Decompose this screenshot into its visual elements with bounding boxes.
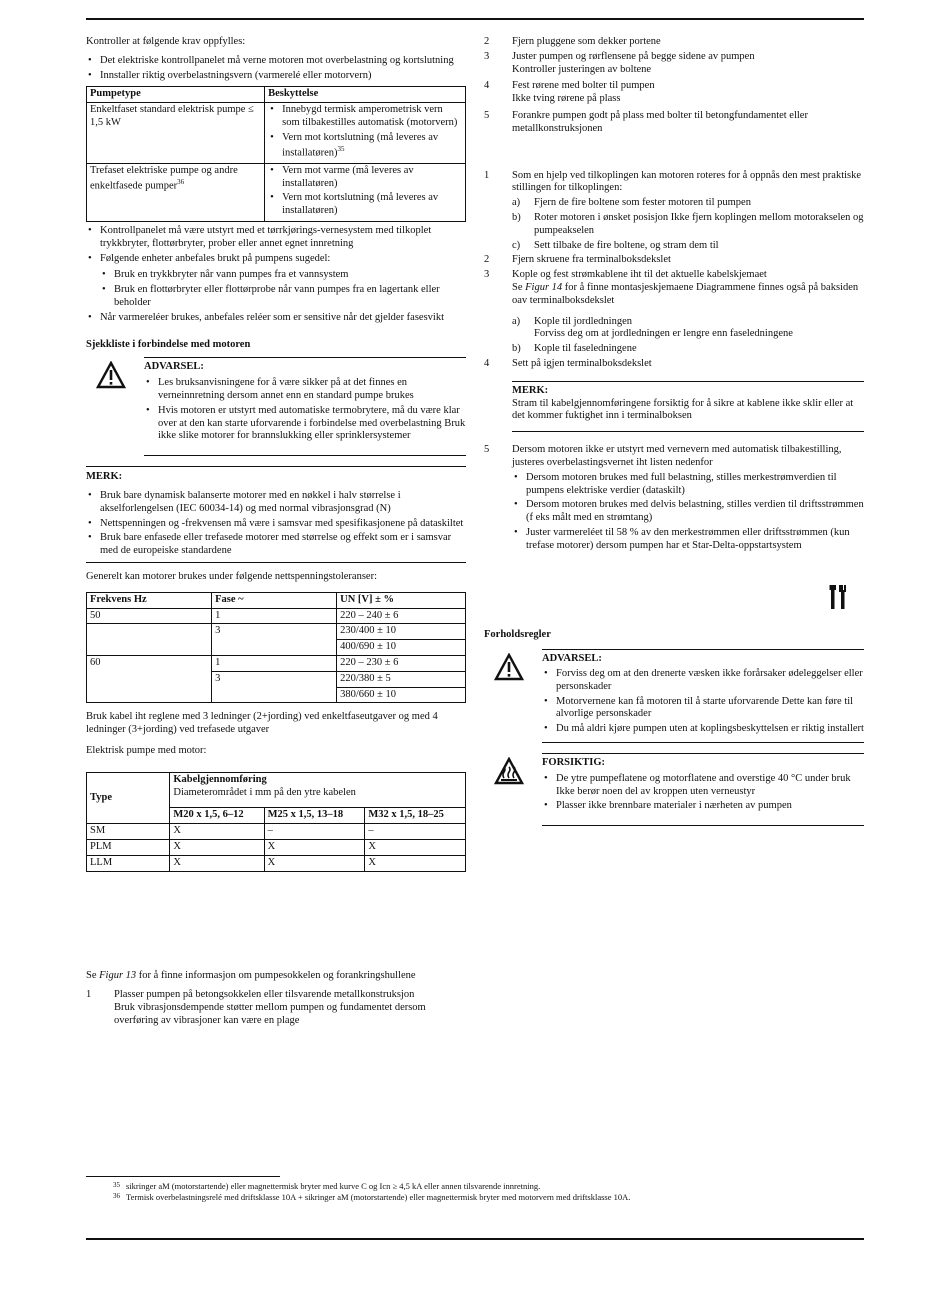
list-item: • Vern mot kortslutning (må leveres av installatøren) bbox=[282, 192, 462, 218]
table-cell bbox=[265, 103, 466, 164]
protection-list bbox=[268, 165, 462, 218]
table-cell: X bbox=[170, 824, 264, 840]
step-number: 4 bbox=[484, 80, 490, 92]
overload-list bbox=[512, 472, 864, 553]
list-item: • Innstaller riktig overbelastningsvern (varmerelé eller motorvern) bbox=[100, 70, 466, 83]
figur-13-paragraph: Se Figur 13 for å finne informasjon om pumpesokkelen og forankringshullene bbox=[86, 969, 416, 981]
pump-type-1: Enkeltfaset standard elektrisk pumpe ≤ 1,5 kW bbox=[90, 104, 254, 128]
step-text: Se Figur 14 for å finne montasjeskjemaene Diagrammene finnes også på baksiden oav terminalboksdekslet bbox=[512, 281, 859, 306]
table-header: Fase ~ bbox=[212, 592, 337, 608]
cable-text: Bruk kabel iht reglene med 3 ledninger (2+jording) ved enkeltfaseutgaver og med 4 ledninger (3+jording) ved trefasede utgaver bbox=[86, 711, 438, 736]
table-cell: X bbox=[170, 855, 264, 871]
list-item: • Når varmereléer brukes, anbefales reléer som er sensitive når det gjelder fasesvikt bbox=[100, 312, 466, 325]
table-cell bbox=[87, 624, 212, 640]
substep-b: b) Roter motoren i ønsket posisjon Ikke fjern koplingen mellom motorakselen og pumpeakselen bbox=[512, 211, 864, 236]
step-text: Juster pumpen og rørflensene på begge sidene av pumpen bbox=[512, 50, 755, 62]
step-number: 1 bbox=[86, 989, 92, 1001]
list-item: • Bruk bare enfasede eller trefasede motorer med størrelse og effekt som er i samsvar med de europeiske standardene bbox=[100, 532, 466, 558]
checklist-heading: Sjekkliste i forbindelse med motoren bbox=[86, 338, 251, 350]
list-item: • Kontrollpanelet må være utstyrt med et tørrkjørings-vernesystem med tilkoplet trykkbryter, flottørbryter, prober eller annet egnet innretning bbox=[100, 225, 466, 251]
footnote-rule bbox=[86, 1176, 280, 1177]
step-3 bbox=[484, 51, 864, 77]
table-cell bbox=[87, 163, 265, 221]
conn-step-4: 4 Sett på igjen terminalboksdekslet bbox=[484, 357, 652, 369]
warning-title: ADVARSEL: bbox=[144, 361, 204, 373]
step-5 bbox=[484, 110, 864, 136]
table-cell: – bbox=[365, 824, 466, 840]
bottom-rule bbox=[86, 1238, 864, 1240]
caution-title: FORSIKTIG: bbox=[542, 757, 606, 769]
warning-list bbox=[542, 668, 864, 736]
substep-b: b) Kople til faseledningene bbox=[512, 343, 637, 355]
table-cell: – bbox=[264, 824, 365, 840]
step-number: 2 bbox=[484, 36, 490, 47]
table-cell: X bbox=[365, 855, 466, 871]
pump-motor-label: Elektrisk pumpe med motor: bbox=[86, 744, 207, 756]
caution-content bbox=[542, 753, 864, 826]
table-cell: 3 bbox=[212, 624, 337, 640]
step-text: Kople og fest strømkablene iht til det aktuelle kabelskjemaet bbox=[512, 269, 767, 281]
warning-box bbox=[86, 357, 466, 456]
table-cell: 3 bbox=[212, 671, 337, 687]
table-header: M25 x 1,5, 13–18 bbox=[264, 808, 365, 824]
list-item: • Vern mot kortslutning (må leveres av installatøren)$^{35}$ bbox=[282, 132, 462, 160]
step-text: Plasser pumpen på betongsokkelen eller tilsvarende metallkonstruksjon bbox=[114, 989, 415, 1001]
list-item: • Dersom motoren brukes med delvis belastning, stilles verdien til driftsstrømmen (f eks målt med en strømtang) bbox=[526, 499, 864, 525]
install-steps bbox=[484, 36, 864, 136]
table-cell: X bbox=[365, 839, 466, 855]
table-cell bbox=[87, 103, 265, 164]
voltage-table bbox=[86, 592, 466, 704]
list-item: • Nettspenningen og -frekvensen må være i samsvar med spesifikasjonene på dataskiltet bbox=[100, 518, 466, 531]
footnote-ref: 35 bbox=[337, 144, 345, 153]
substep-a: a) Fjern de fire boltene som fester motoren til pumpen bbox=[512, 197, 751, 209]
top-rule bbox=[86, 18, 864, 20]
table-cell: X bbox=[170, 839, 264, 855]
step-number: 5 bbox=[484, 109, 490, 121]
relay-list bbox=[86, 312, 466, 325]
table-cell bbox=[212, 640, 337, 656]
panel-list bbox=[86, 225, 466, 265]
list-item: • Forviss deg om at den drenerte væsken ikke forårsaker ødeleggelser eller personskader bbox=[556, 668, 864, 694]
step-2 bbox=[484, 36, 864, 49]
note-list bbox=[86, 490, 466, 563]
table-cell: 380/660 ± 10 bbox=[337, 687, 466, 703]
list-item: • Innebygd termisk amperometrisk vern som tilbakestilles automatisk (motorvern) bbox=[282, 104, 462, 130]
conn-step-3: 3 Kople og fest strømkablene iht til det aktuelle kabelskjemaet Se Figur 14 for å finne montasjeskjemaene Diagrammene finnes også på baksiden oav terminalboksdekslet bbox=[484, 269, 864, 307]
step-text: Fjern pluggene som dekker portene bbox=[512, 36, 661, 47]
note-rule bbox=[86, 466, 466, 467]
list-item: • Juster varmereléet til 58 % av den merkestrømmen eller driftsstrømmen (kun trefase motorer) dersom pumpen har et Star-Delta-oppstartsystem bbox=[526, 527, 864, 553]
table-header: M20 x 1,5, 6–12 bbox=[170, 808, 264, 824]
table-cell: 230/400 ± 10 bbox=[337, 624, 466, 640]
table-cell bbox=[87, 687, 212, 703]
tools-icon bbox=[828, 583, 848, 611]
step-text: Bruk vibrasjonsdempende støtter mellom pumpen og fundamentet dersom overføring av vibrasjoner kan være en plage bbox=[114, 1002, 426, 1027]
step-text: Fest rørene med bolter til pumpen bbox=[512, 80, 655, 92]
list-item: • Det elektriske kontrollpanelet må verne motoren mot overbelastning og kortslutning bbox=[100, 55, 466, 68]
table-cell: 220 – 230 ± 6 bbox=[337, 655, 466, 671]
list-item: • Dersom motoren brukes med full belastning, stilles merkestrømverdien til pumpens elektriske verdier (dataskilt) bbox=[526, 472, 864, 498]
list-item: • Motorvernene kan få motoren til å starte uforvarende Dette kan føre til alvorlige personskader bbox=[556, 696, 864, 722]
warning-content bbox=[144, 357, 466, 456]
precautions-heading: Forholdsregler bbox=[484, 628, 551, 640]
gland-title: Kabelgjennomføring bbox=[173, 773, 267, 785]
list-item: • Følgende enheter anbefales brukt på pumpens sugedel: bbox=[100, 253, 466, 266]
table-cell bbox=[87, 640, 212, 656]
table-cell: 50 bbox=[87, 608, 212, 624]
table-cell: LLM bbox=[87, 855, 170, 871]
table-cell: X bbox=[264, 855, 365, 871]
pump-type-2: Trefaset elektriske pumpe og andre enkeltfasede pumper bbox=[90, 164, 238, 192]
table-cell bbox=[87, 671, 212, 687]
list-item: • Hvis motoren er utstyrt med automatiske termobrytere, må du være klar over at den kan starte uforvarende i forbindelse med overbelastning Bruk ikke slike motorer for brannslukking eller sprinklersystemer bbox=[158, 405, 466, 443]
right-column bbox=[484, 36, 864, 836]
warning-box bbox=[484, 649, 864, 743]
note-box bbox=[512, 381, 864, 432]
table-cell: 220/380 ± 5 bbox=[337, 671, 466, 687]
list-item: • Plasser ikke brennbare materialer i nærheten av pumpen bbox=[556, 800, 864, 813]
caution-box bbox=[484, 753, 864, 826]
list-item: • Les bruksanvisningene for å være sikker på at det finnes en verneinnretning dersom annet enn en standard pumpe brukes bbox=[158, 377, 466, 403]
step-text: Ikke tving rørene på plass bbox=[512, 93, 621, 105]
intro-text: Kontroller at følgende krav oppfylles: bbox=[86, 36, 246, 47]
table-row bbox=[87, 855, 466, 871]
table-header: M32 x 1,5, 18–25 bbox=[365, 808, 466, 824]
table-cell bbox=[170, 772, 466, 808]
note-title: MERK: bbox=[512, 384, 549, 396]
step-number: 3 bbox=[484, 50, 490, 62]
caution-list bbox=[542, 773, 864, 813]
voltage-intro: Generelt kan motorer brukes under følgende nettspenningstoleranser: bbox=[86, 571, 377, 582]
requirements-list bbox=[86, 55, 466, 83]
cable-gland-table bbox=[86, 772, 466, 872]
note-title: MERK: bbox=[86, 471, 123, 483]
table-cell bbox=[212, 687, 337, 703]
conn-step-5: 5 Dersom motoren ikke er utstyrt med vernevern med automatisk tilbakestilling, justeres overbelastingsvernet iht listen nedenfor • Dersom motoren brukes med full belastning, stilles merkestrømverdien til pumpens elektriske verdier (dataskilt) • Dersom motoren brukes med delvis belastning, stilles verdien til driftsstrømmen (f eks målt med en strømtang) • Juster varmereléet til 58 % av den merkestrømmen eller driftsstrømmen (kun trefase motorer) dersom pumpen har et Star-Delta-oppstartsystem bbox=[484, 444, 864, 556]
footnote: 36 Termisk overbelastningsrelé med driftsklasse 10A + sikringer aM (motorstartende) eller magnettermisk bryter med motorvern med driftsklasse 10A. bbox=[113, 1192, 631, 1203]
warning-content bbox=[542, 649, 864, 743]
pump-protection-table bbox=[86, 86, 466, 222]
substep-a: a) Kople til jordledningen Forviss deg om at jordledningen er lengre enn faseledningene bbox=[512, 315, 793, 340]
list-item: • Vern mot varme (må leveres av installatøren) bbox=[282, 165, 462, 191]
footnote-ref: 36 bbox=[177, 177, 185, 186]
step-text: Kontroller justeringen av boltene bbox=[512, 63, 652, 75]
list-item: • Bruk en flottørbryter eller flottørprobe når vann pumpes fra en lagertank eller beholder bbox=[114, 284, 466, 310]
table-cell: 220 – 240 ± 6 bbox=[337, 608, 466, 624]
substep-c: c) Sett tilbake de fire boltene, og stram dem til bbox=[512, 239, 719, 251]
table-cell: 1 bbox=[212, 655, 337, 671]
table-cell: X bbox=[264, 839, 365, 855]
step-number: 1 bbox=[484, 169, 490, 181]
conn-step-2: 2 Fjern skruene fra terminalboksdekslet bbox=[484, 254, 671, 266]
warning-triangle-icon bbox=[86, 357, 136, 456]
table-cell bbox=[265, 163, 466, 221]
table-header: Type bbox=[87, 772, 170, 823]
list-item: • Bruk en trykkbryter når vann pumpes fra et vannsystem bbox=[114, 269, 466, 282]
table-header: Beskyttelse bbox=[265, 87, 466, 103]
step-4 bbox=[484, 80, 864, 106]
table-cell: PLM bbox=[87, 839, 170, 855]
device-sublist bbox=[86, 269, 466, 309]
conn-step-1 bbox=[484, 170, 864, 196]
warning-list bbox=[144, 377, 466, 443]
figure-ref: Figur 13 bbox=[99, 969, 137, 981]
table-header: Pumpetype bbox=[87, 87, 265, 103]
table-row bbox=[87, 839, 466, 855]
table-cell: 400/690 ± 10 bbox=[337, 640, 466, 656]
table-cell: 1 bbox=[212, 608, 337, 624]
gland-subtitle: Diameterområdet i mm på den ytre kabelen bbox=[173, 786, 356, 798]
hot-surface-icon bbox=[484, 753, 534, 826]
list-item: • Du må aldri kjøre pumpen uten at koplingsbeskyttelsen er riktig installert bbox=[556, 723, 864, 736]
footnotes bbox=[86, 1176, 864, 1204]
footnote: 35 sikringer aM (motorstartende) eller magnettermisk bryter med kurve C og Icn ≥ 4,5 kA eller annen tilsvarende innretning. bbox=[113, 1181, 541, 1191]
step-1 bbox=[86, 989, 466, 1027]
table-header: Frekvens Hz bbox=[87, 592, 212, 608]
table-cell: 60 bbox=[87, 655, 212, 671]
note-text: Stram til kabelgjennomføringene forsiktig for å sikre at kablene ikke sklir eller at det kommer fuktighet inn i terminalboksen bbox=[512, 397, 854, 422]
left-column bbox=[86, 36, 466, 1030]
step-text: Forankre pumpen godt på plass med bolter til betongfundamentet eller metallkonstruksjonen bbox=[512, 109, 808, 134]
table-cell: SM bbox=[87, 824, 170, 840]
list-item: • De ytre pumpeflatene og motorflatene and overstige 40 °C under bruk Ikke berør noen del av kroppen uten verneustyr bbox=[556, 773, 864, 799]
step-text: Som en hjelp ved tilkoplingen kan motoren roteres for å oppnås den mest praktiske stillingen for tilkoplingen: bbox=[512, 169, 862, 194]
warning-title: ADVARSEL: bbox=[542, 653, 602, 665]
list-item: • Bruk bare dynamisk balanserte motorer med en nøkkel i halv størrelse i akselforlengelsen (IEC 60034-14) og med normal vibrasjonsgrad (N) bbox=[100, 490, 466, 516]
figure-ref: Figur 14 bbox=[525, 281, 563, 293]
table-header: UN [V] ± % bbox=[337, 592, 466, 608]
step-text: Dersom motoren ikke er utstyrt med vernevern med automatisk tilbakestilling, justeres overbelastingsvernet iht listen nedenfor bbox=[512, 444, 842, 468]
table-row bbox=[87, 824, 466, 840]
warning-triangle-icon bbox=[484, 649, 534, 743]
protection-list bbox=[268, 104, 462, 160]
